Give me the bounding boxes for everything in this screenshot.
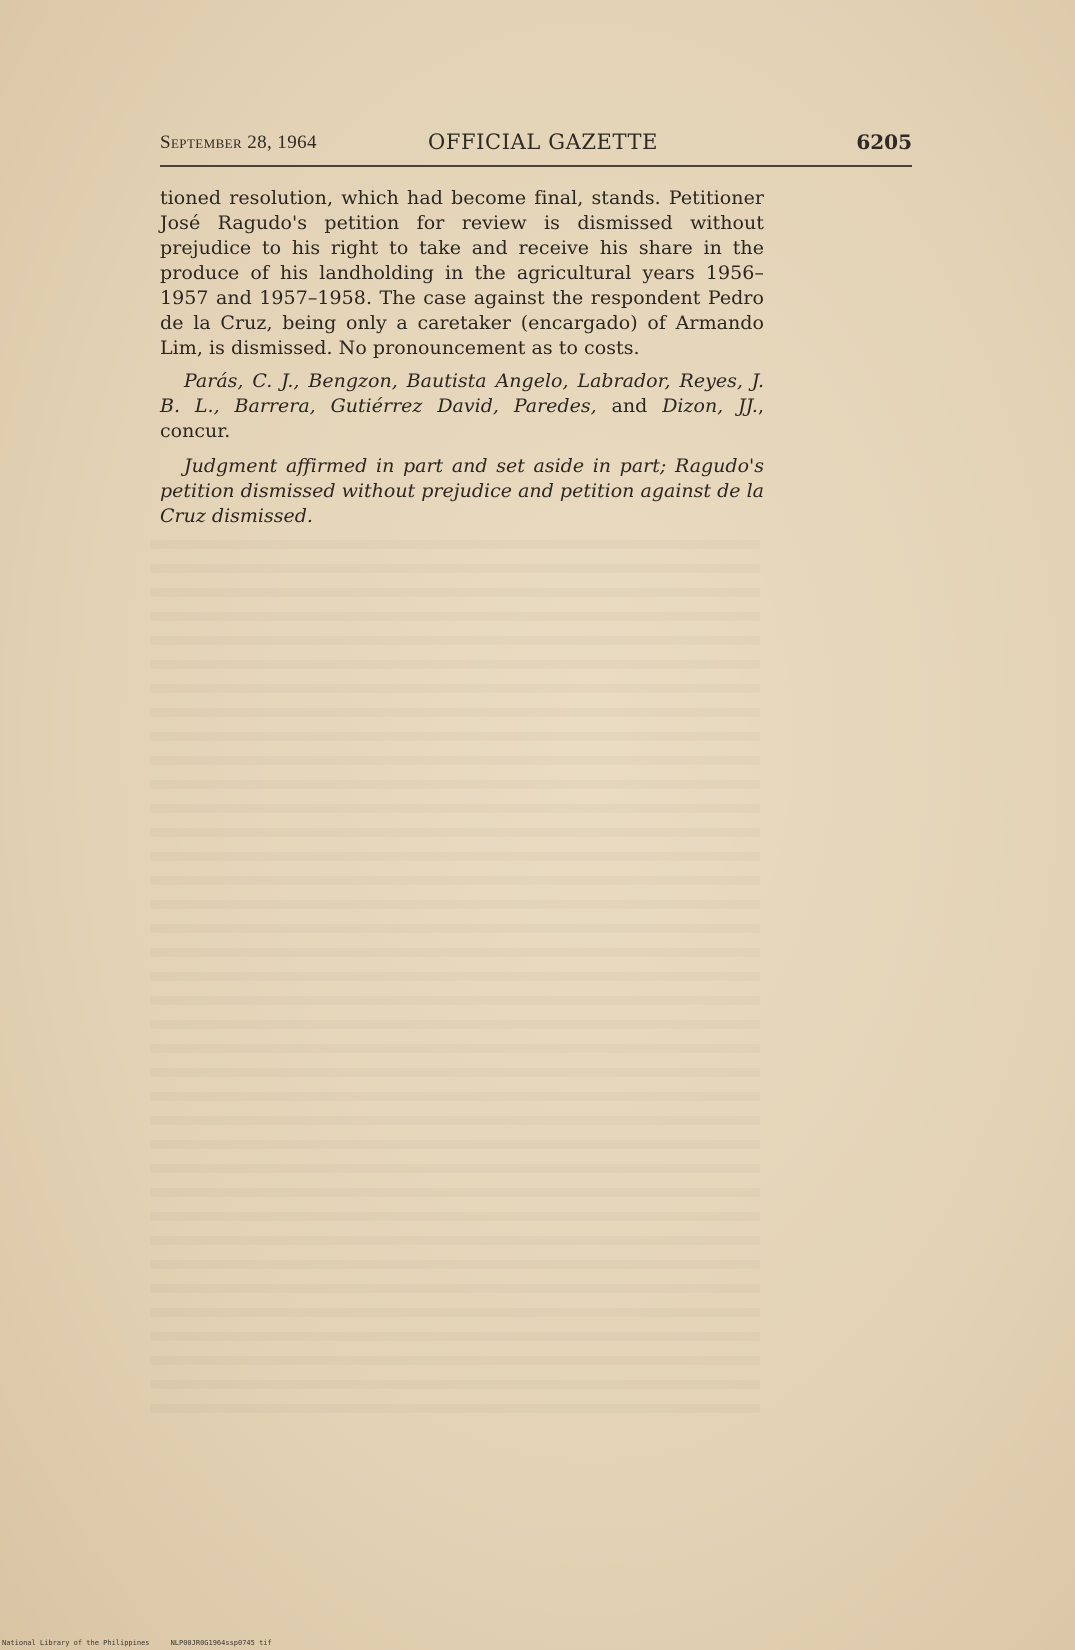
- article-body: [160, 186, 764, 529]
- justices-last: Dizon, JJ.: [662, 395, 758, 417]
- scan-source-footer: National Library of the Philippines NLP00JR0G1964ssp0745 tif: [2, 1639, 272, 1647]
- concurring-justices: [160, 369, 764, 444]
- judgment-summary: Judgment affirmed in part and set aside in part; Ragudo's petition dismissed without prejudice and petition against de la Cruz dismissed.: [160, 455, 764, 527]
- justices-names: Parás, C. J., Bengzon, Bautista Angelo, Labrador, Reyes, J. B. L., Barrera, Gutiérrez David, Paredes,: [160, 370, 764, 417]
- ruling-paragraph: tioned resolution, which had become final, stands. Petitioner José Ragudo's petition for review is dismissed without prejudice to his right to take and receive his share in the produce of his landholding in the agricultural years 1956–1957 and 1957–1958. The case against the respondent Pedro de la Cruz, being only a caretaker (encargado) of Armando Lim, is dismissed. No pronouncement as to costs.: [160, 187, 764, 359]
- page-header: [160, 128, 912, 160]
- header-date: September 28, 1964: [160, 132, 317, 153]
- page-number: 6205: [856, 130, 912, 154]
- bleed-through-texture: [150, 540, 760, 1420]
- publication-title: OFFICIAL GAZETTE: [428, 130, 658, 154]
- justices-and: and: [596, 395, 663, 417]
- header-rule: [160, 165, 912, 167]
- justices-concur: , concur.: [160, 395, 764, 442]
